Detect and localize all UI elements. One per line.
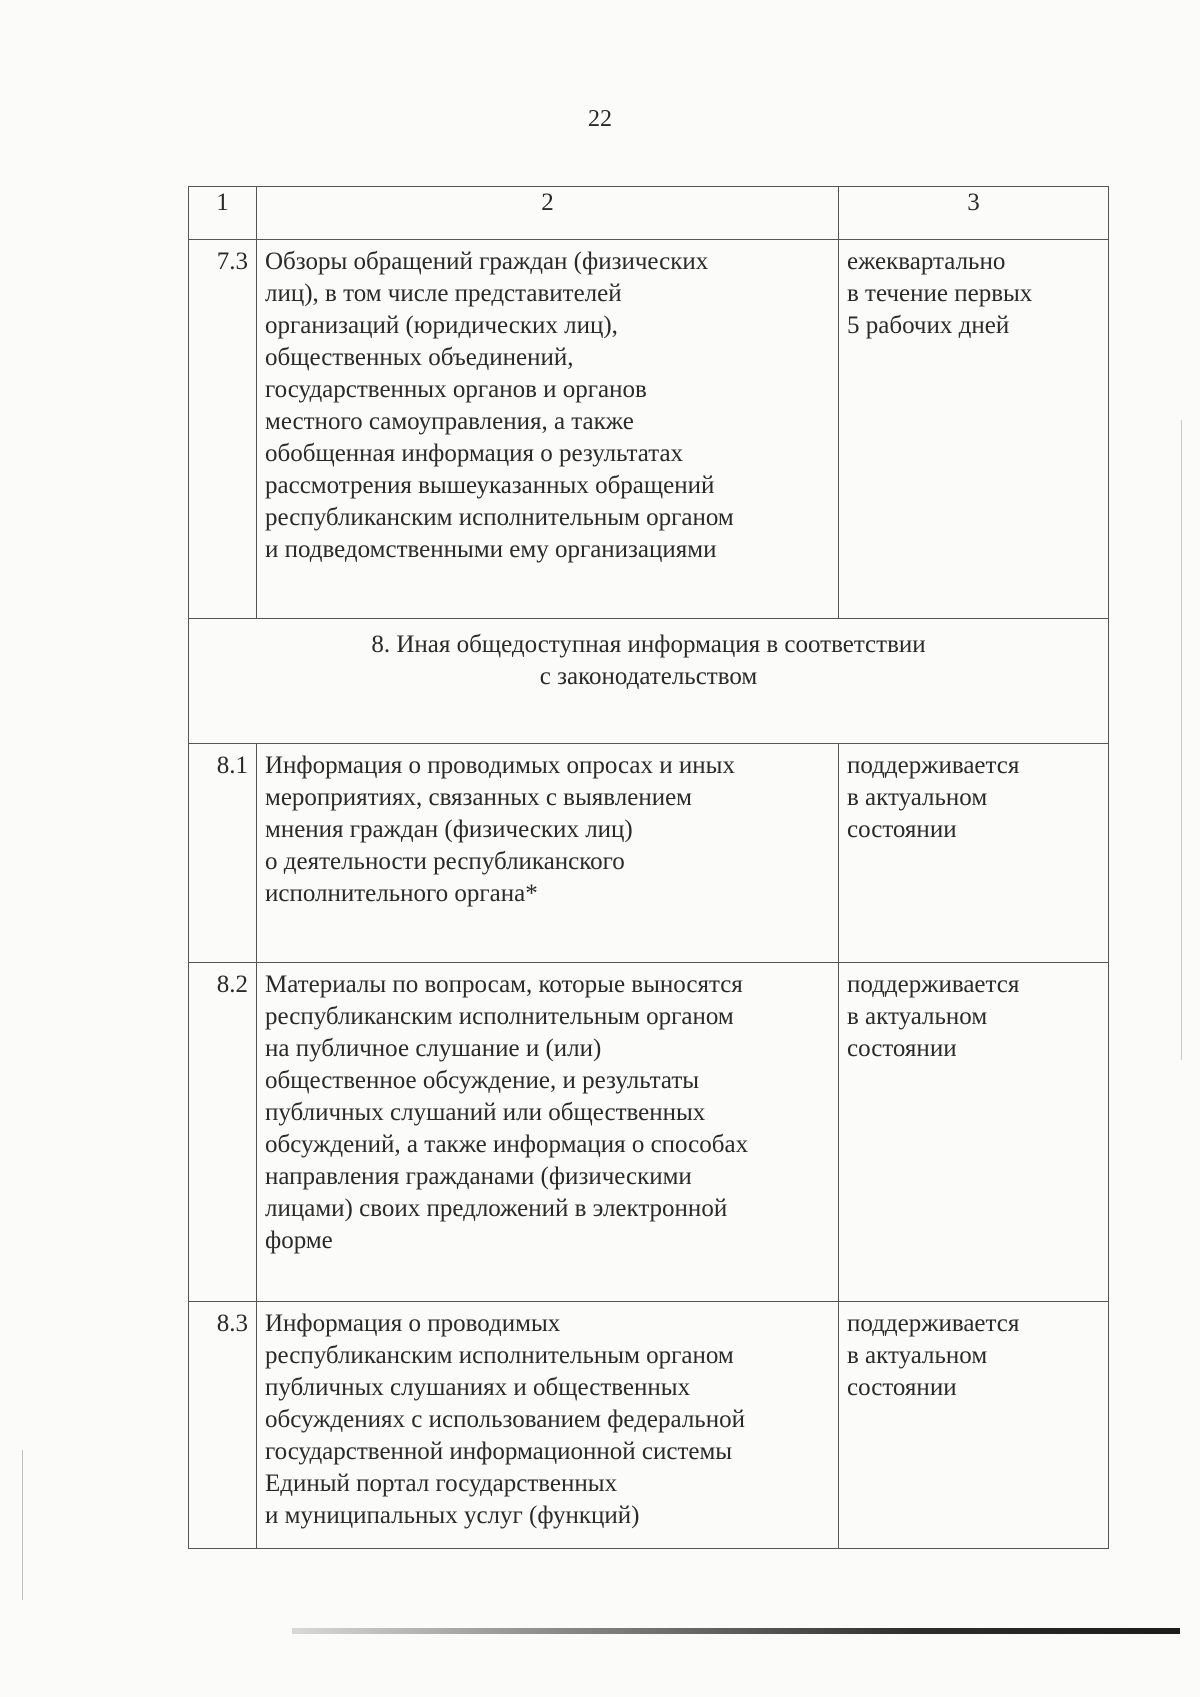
scan-margin-line-right	[1181, 420, 1182, 1060]
row-description: Информация о проводимых республиканским исполнительным органом публичных слушаниях и общественных обсуждениях с использованием федеральной государственной информационной системы Единый портал государственных и муниципальных услуг (функций)	[257, 1302, 839, 1549]
row-description: Обзоры обращений граждан (физических лиц), в том числе представителей организаций (юридических лиц), общественных объединений, государственных органов и органов местного самоуправления, а также обобщенная информация о результатах рассмотрения вышеуказанных обращений республиканским исполнительным органом и подведомственными ему организациями	[257, 240, 839, 619]
scan-margin-line-left	[22, 1450, 23, 1600]
row-number: 8.2	[189, 963, 257, 1302]
row-description: Материалы по вопросам, которые выносятся республиканским исполнительным органом на публичное слушание и (или) общественное обсуждение, и результаты публичных слушаний или общественных обсуждений, а также информация о способах направления гражданами (физическими лицами) своих предложений в электронной форме	[257, 963, 839, 1302]
table-row	[189, 744, 1109, 963]
table-row	[189, 240, 1109, 619]
row-number: 8.3	[189, 1302, 257, 1549]
table-row	[189, 963, 1109, 1302]
row-period: поддерживается в актуальном состоянии	[839, 963, 1109, 1302]
row-period: поддерживается в актуальном состоянии	[839, 744, 1109, 963]
section-8-title: 8. Иная общедоступная информация в соответствии с законодательством	[189, 619, 1109, 744]
row-number: 7.3	[189, 240, 257, 619]
row-description: Информация о проводимых опросах и иных мероприятиях, связанных с выявлением мнения граждан (физических лиц) о деятельности республиканского исполнительного органа*	[257, 744, 839, 963]
section-heading-row	[189, 619, 1109, 744]
page-number: 22	[588, 106, 612, 132]
row-number: 8.1	[189, 744, 257, 963]
row-period: ежеквартально в течение первых 5 рабочих дней	[839, 240, 1109, 619]
header-col-2: 2	[257, 187, 839, 240]
scan-bottom-edge	[292, 1628, 1180, 1634]
document-table	[188, 186, 1109, 1549]
header-col-1: 1	[189, 187, 257, 240]
row-period: поддерживается в актуальном состоянии	[839, 1302, 1109, 1549]
table-header-row	[189, 187, 1109, 240]
table-row	[189, 1302, 1109, 1549]
header-col-3: 3	[839, 187, 1109, 240]
